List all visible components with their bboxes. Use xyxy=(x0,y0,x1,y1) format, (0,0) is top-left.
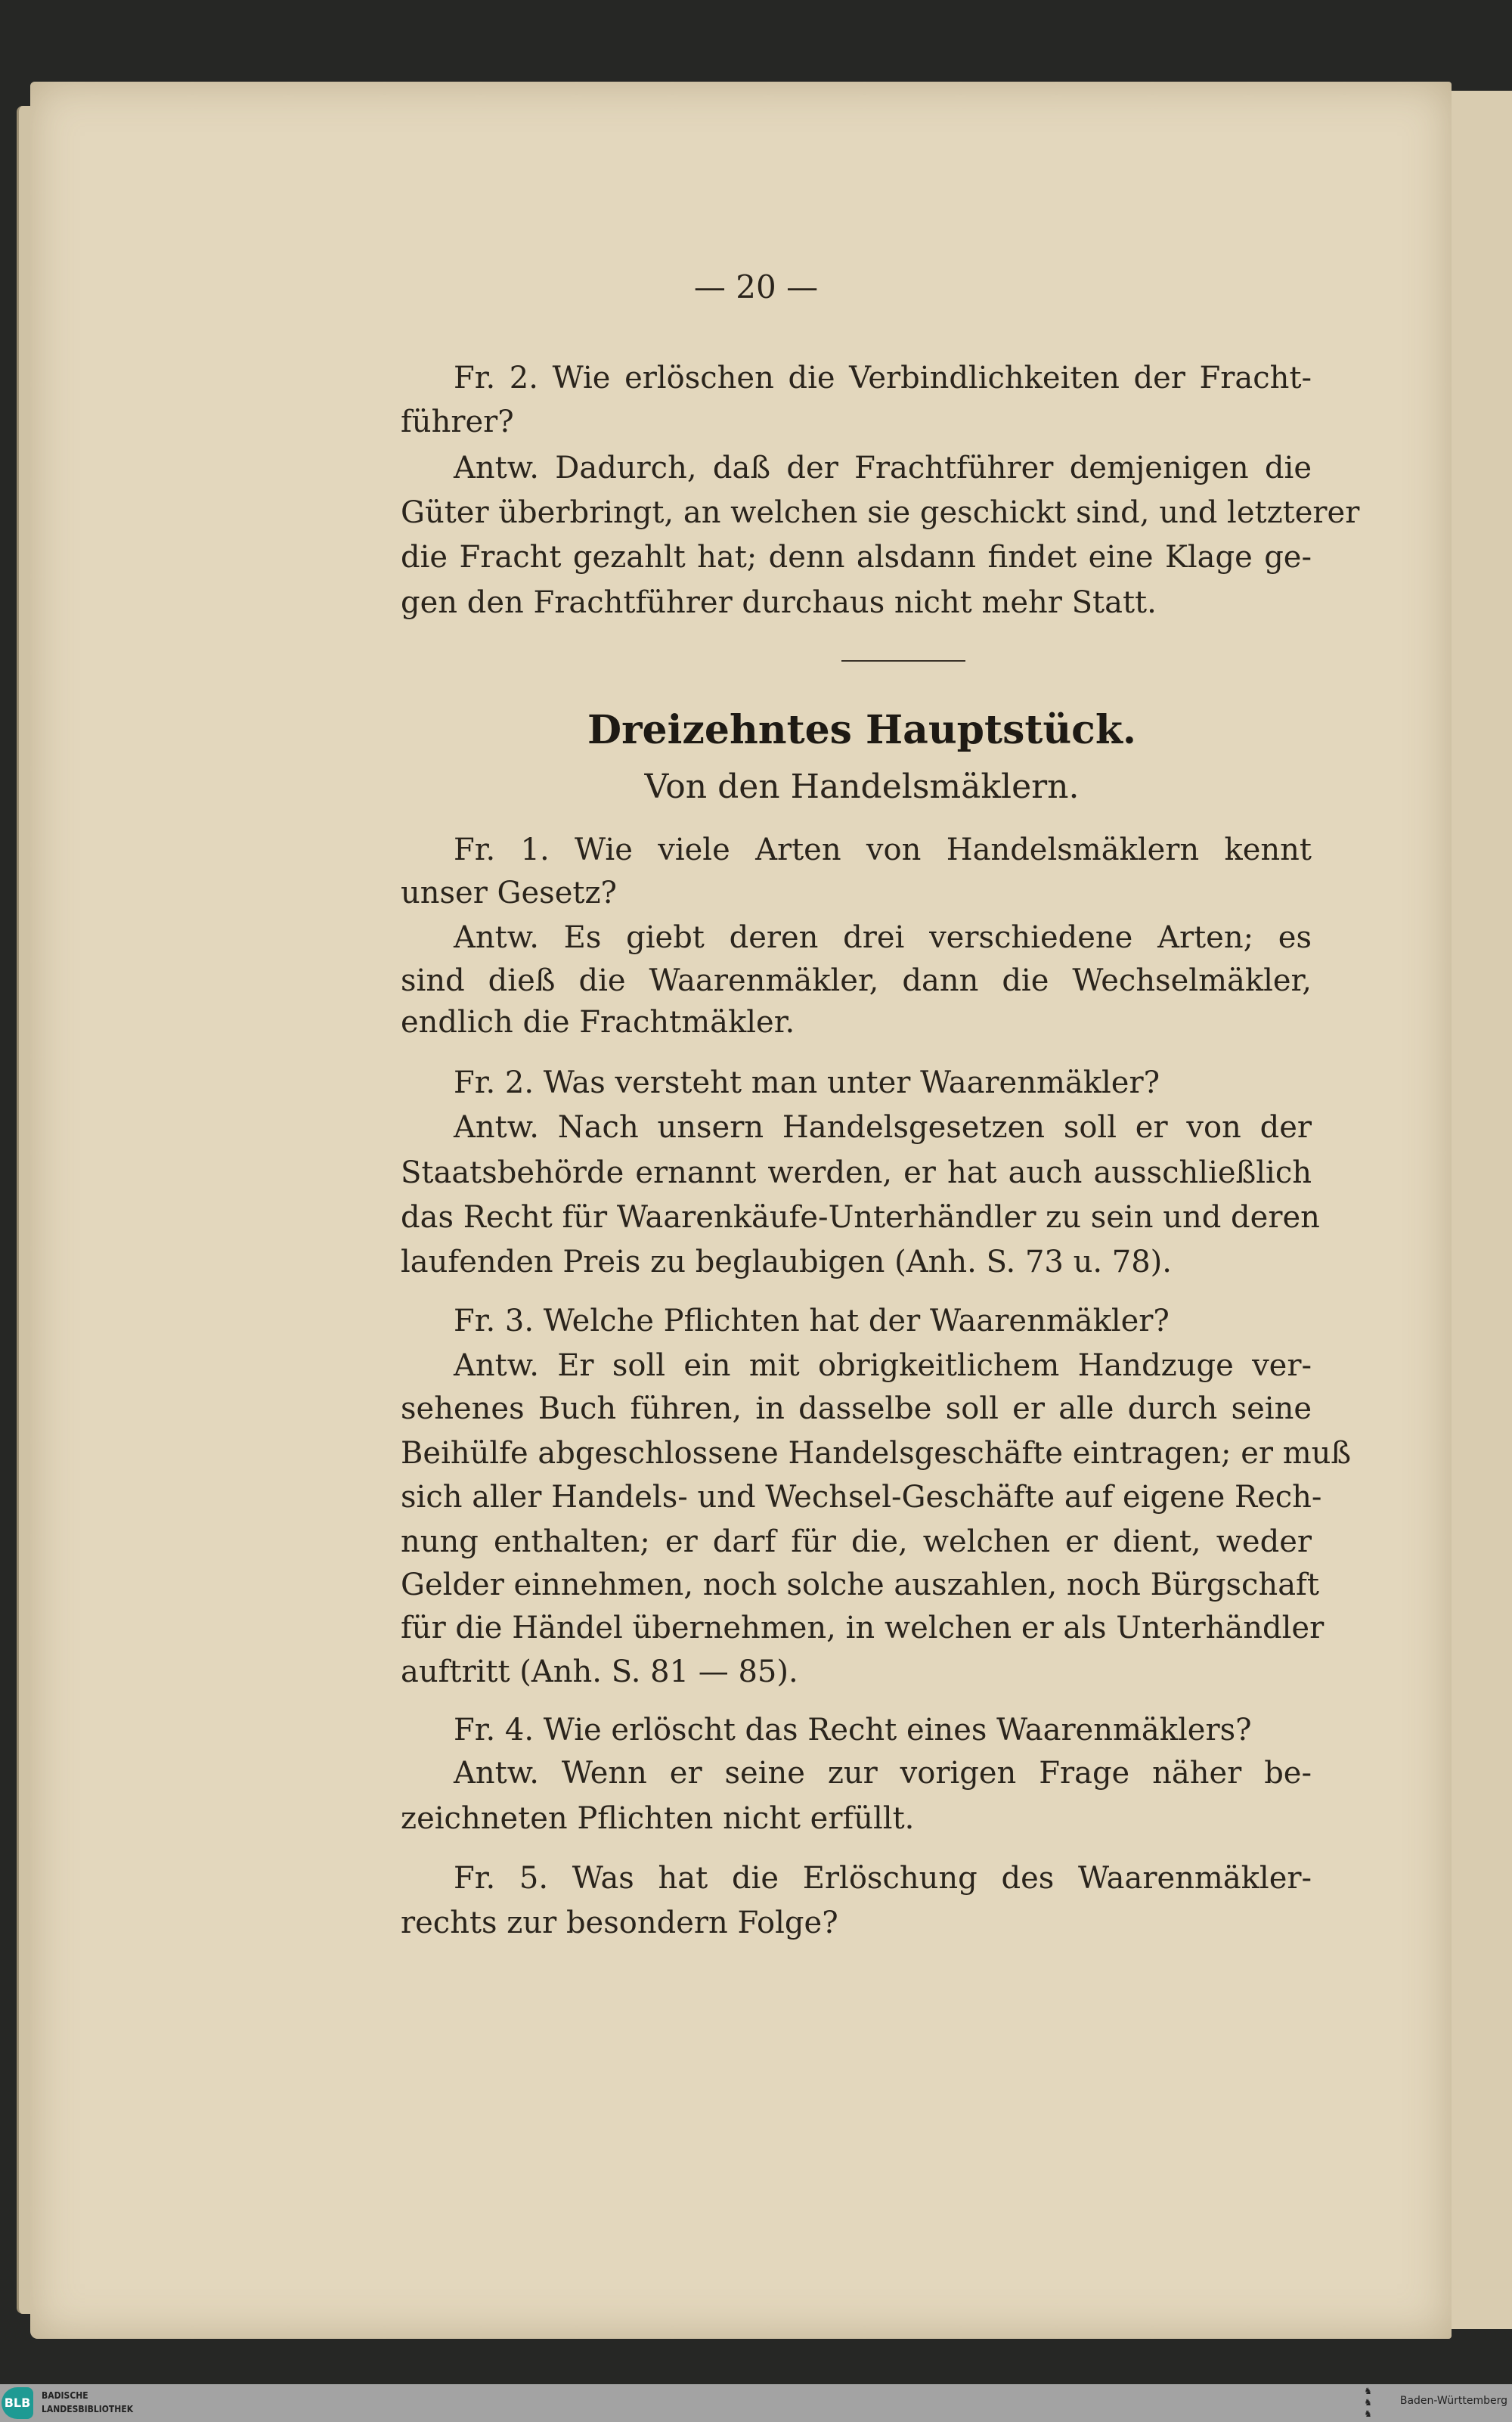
answer-line: sind dieß die Waarenmäkler, dann die Wechselmäkler, xyxy=(401,963,1312,998)
section-divider xyxy=(841,660,965,662)
question-line: unser Gesetz? xyxy=(401,876,617,910)
answer-line: endlich die Frachtmäkler. xyxy=(401,1005,795,1040)
answer-line: die Fracht gezahlt hat; denn alsdann findet eine Klage ge- xyxy=(401,540,1312,575)
answer-line: Güter überbringt, an welchen sie geschickt sind, und letzterer xyxy=(401,495,1360,530)
chapter-subtitle: Von den Handelsmäklern. xyxy=(644,768,1080,806)
answer-line: Antw. Er soll ein mit obrigkeitlichem Handzuge ver- xyxy=(454,1348,1312,1383)
answer-line: nung enthalten; er darf für die, welchen er dient, weder xyxy=(401,1524,1312,1559)
answer-line: sehenes Buch führen, in dasselbe soll er alle durch seine xyxy=(401,1391,1312,1426)
library-name-line2: LANDESBIBLIOTHEK xyxy=(42,2404,134,2414)
answer-line: gen den Frachtführer durchaus nicht mehr Statt. xyxy=(401,585,1157,620)
answer-line: Antw. Nach unsern Handelsgesetzen soll er von der xyxy=(454,1110,1312,1145)
answer-line: auftritt (Anh. S. 81 — 85). xyxy=(401,1654,798,1689)
question-line: Fr. 5. Was hat die Erlöschung des Waarenmäkler- xyxy=(454,1861,1312,1896)
question-line: Fr. 3. Welche Pflichten hat der Waarenmäkler? xyxy=(454,1304,1170,1338)
question-line: Fr. 2. Wie erlöschen die Verbindlichkeiten der Fracht- xyxy=(454,361,1312,395)
answer-line: Antw. Dadurch, daß der Frachtführer demjenigen die xyxy=(454,451,1312,485)
answer-line: Antw. Wenn er seine zur vorigen Frage näher be- xyxy=(454,1756,1312,1791)
question-line: rechts zur besondern Folge? xyxy=(401,1906,838,1940)
answer-line: laufenden Preis zu beglaubigen (Anh. S. 73 u. 78). xyxy=(401,1245,1172,1279)
answer-line: Staatsbehörde ernannt werden, er hat auch ausschließlich xyxy=(401,1155,1312,1190)
library-name-line1: BADISCHE xyxy=(42,2390,88,2401)
question-line: führer? xyxy=(401,405,514,439)
state-name[interactable]: Baden-Württemberg xyxy=(1399,2395,1507,2407)
chapter-title: Dreizehntes Hauptstück. xyxy=(587,707,1136,753)
question-line: Fr. 1. Wie viele Arten von Handelsmäklern kennt xyxy=(454,833,1312,867)
answer-line: Gelder einnehmen, noch solche auszahlen, noch Bürgschaft xyxy=(401,1568,1319,1602)
library-name[interactable] xyxy=(42,2389,133,2416)
answer-line: das Recht für Waarenkäufe-Unterhändler zu sein und deren xyxy=(401,1200,1320,1235)
question-line: Fr. 2. Was versteht man unter Waarenmäkler? xyxy=(454,1065,1160,1100)
viewer-footer xyxy=(0,2384,1512,2422)
answer-line: sich aller Handels- und Wechsel-Geschäfte auf eigene Rech- xyxy=(401,1480,1322,1515)
question-line: Fr. 4. Wie erlöscht das Recht eines Waarenmäklers? xyxy=(454,1713,1252,1747)
answer-line: zeichneten Pflichten nicht erfüllt. xyxy=(401,1801,915,1836)
answer-line: Antw. Es giebt deren drei verschiedene Arten; es xyxy=(454,920,1312,955)
lions-emblem-icon: ♞ ♞ ♞ xyxy=(1364,2386,1372,2419)
answer-line: für die Händel übernehmen, in welchen er als Unterhändler xyxy=(401,1611,1325,1645)
answer-line: Beihülfe abgeschlossene Handelsgeschäfte eintragen; er muß xyxy=(401,1436,1352,1471)
page-number: — 20 — xyxy=(693,268,819,305)
blb-logo[interactable]: BLB xyxy=(2,2387,33,2419)
